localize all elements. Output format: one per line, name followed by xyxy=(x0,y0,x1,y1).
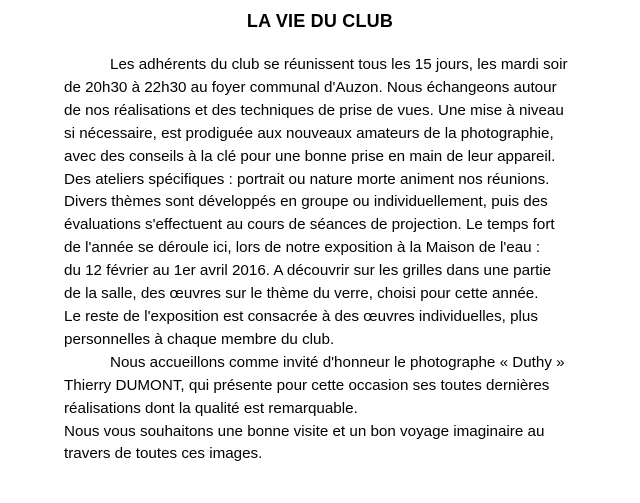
text-line: personnelles à chaque membre du club. xyxy=(64,330,335,348)
body-text xyxy=(64,54,630,466)
text-line: Nous vous souhaitons une bonne visite et un bon voyage imaginaire au xyxy=(64,422,545,440)
text-line: évaluations s'effectuent au cours de séances de projection. Le temps fort xyxy=(64,216,555,234)
text-line: de 20h30 à 22h30 au foyer communal d'Auzon. Nous échangeons autour xyxy=(64,78,557,96)
text-line: de l'année se déroule ici, lors de notre exposition à la Maison de l'eau : xyxy=(64,239,541,257)
page-title: LA VIE DU CLUB xyxy=(246,11,394,31)
text-line: Les adhérents du club se réunissent tous les 15 jours, les mardi soir xyxy=(110,56,568,73)
text-line: travers de toutes ces images. xyxy=(64,445,263,463)
text-line: Thierry DUMONT, qui présente pour cette occasion ses toutes dernières xyxy=(64,376,550,394)
text-line: Des ateliers spécifiques : portrait ou nature morte animent nos réunions. xyxy=(64,170,550,188)
text-line: Le reste de l'exposition est consacrée à des œuvres individuelles, plus xyxy=(64,307,538,325)
text-line: de la salle, des œuvres sur le thème du verre, choisi pour cette année. xyxy=(64,285,539,303)
text-line: si nécessaire, est prodiguée aux nouveaux amateurs de la photographie, xyxy=(64,124,554,142)
text-line: réalisations dont la qualité est remarquable. xyxy=(64,399,358,417)
text-line: avec des conseils à la clé pour une bonne prise en main de leur appareil. xyxy=(64,147,556,165)
text-line: Divers thèmes sont développés en groupe ou individuellement, puis des xyxy=(64,193,548,211)
text-line: du 12 février au 1er avril 2016. A découvrir sur les grilles dans une partie xyxy=(64,262,552,280)
text-line: Nous accueillons comme invité d'honneur le photographe « Duthy » xyxy=(110,353,565,371)
text-line: de nos réalisations et des techniques de prise de vues. Une mise à niveau xyxy=(64,101,564,119)
